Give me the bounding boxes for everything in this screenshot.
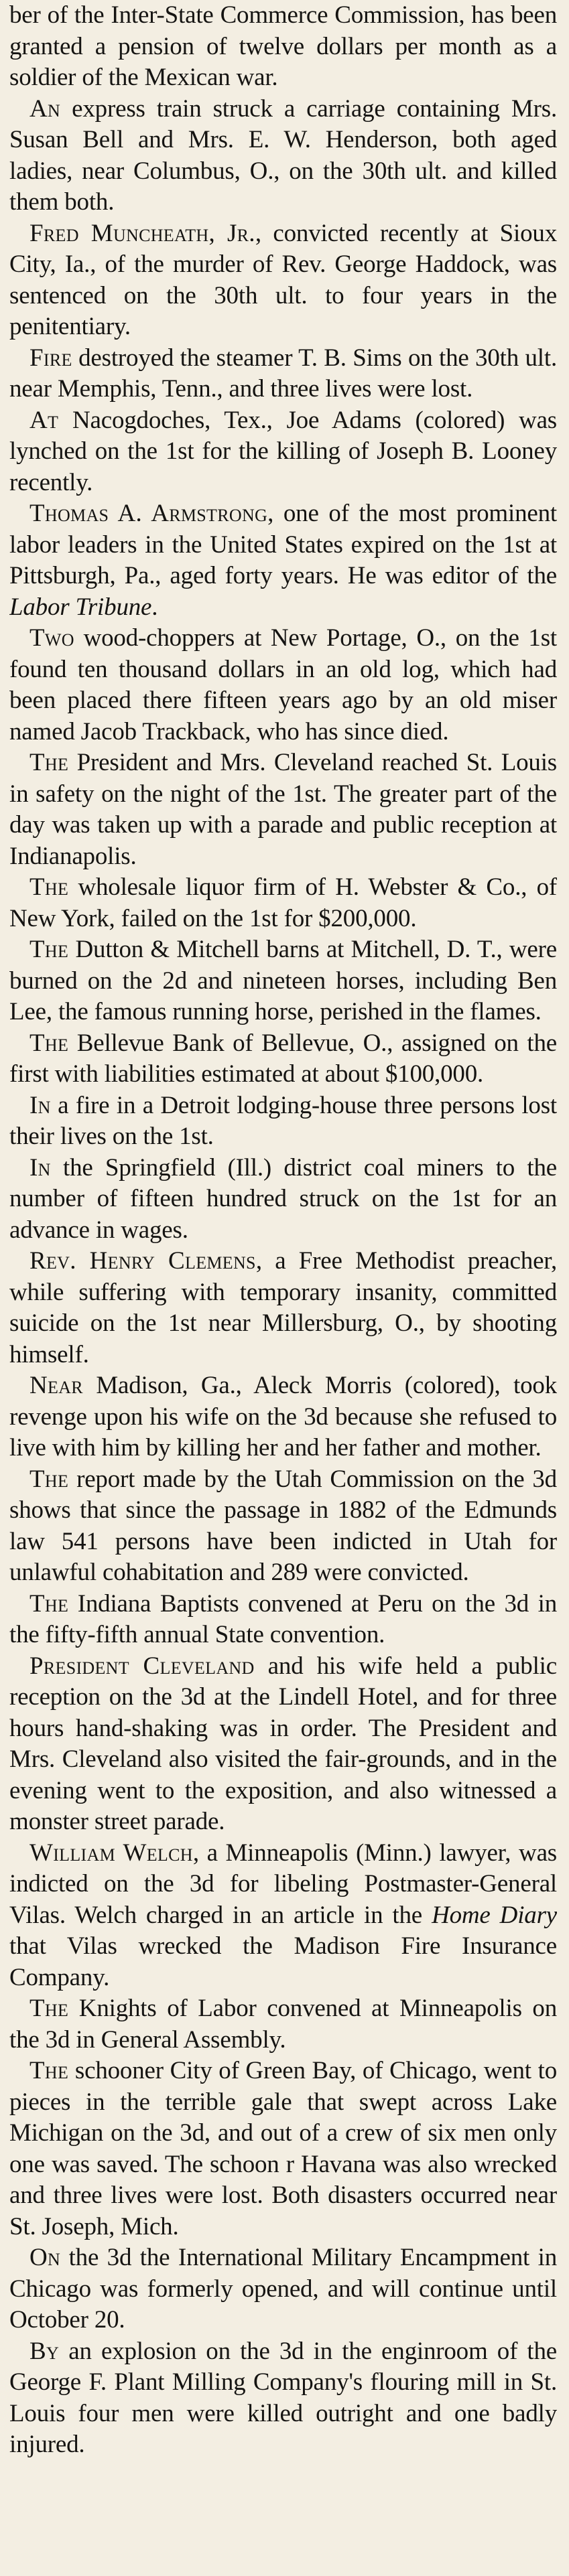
item-text: Bellevue Bank of Bellevue, O., assigned on the first with liabilities estimated at about $100,000. bbox=[9, 1029, 557, 1088]
item-lead: Near bbox=[29, 1372, 83, 1399]
news-item bbox=[9, 1464, 557, 1589]
item-after: . bbox=[151, 593, 158, 621]
item-lead: Two bbox=[29, 624, 74, 652]
item-lead: Rev. Henry Clemens bbox=[29, 1247, 256, 1275]
item-lead: The bbox=[29, 873, 69, 901]
item-text: , one of the most prominent labor leaders in the United States expired on the 1st at Pittsburgh, Pa., aged forty years. He was editor of the bbox=[9, 500, 557, 589]
news-item bbox=[9, 872, 557, 934]
item-text: the Springfield (Ill.) district coal miners to the number of fifteen hundred struck on the 1st for an advance in wages. bbox=[9, 1153, 557, 1244]
item-lead: At bbox=[29, 406, 59, 434]
item-lead: Thomas A. Armstrong bbox=[29, 500, 268, 527]
news-item bbox=[9, 1090, 557, 1153]
news-item bbox=[9, 1993, 557, 2056]
item-text: Knights of Labor convened at Minneapolis on the 3d in General Assembly. bbox=[9, 1995, 557, 2054]
item-lead: President Cleveland bbox=[29, 1652, 255, 1680]
item-lead: The bbox=[29, 936, 69, 963]
news-item bbox=[9, 2056, 557, 2242]
item-lead: An bbox=[29, 94, 61, 123]
item-lead: Fire bbox=[29, 344, 72, 372]
news-item bbox=[9, 94, 557, 218]
item-text: ber of the Inter-State Commerce Commission, has been granted a pension of twelve dollars per month as a soldier of the Mexican war. bbox=[9, 1, 557, 91]
item-lead: On bbox=[29, 2244, 61, 2271]
news-item bbox=[9, 1370, 557, 1464]
news-item bbox=[9, 747, 557, 872]
news-item bbox=[9, 2242, 557, 2336]
item-text: Indiana Baptists convened at Peru on the 3d in the fifty-fifth annual State convention. bbox=[9, 1589, 557, 1648]
item-text: , a Free Methodist preacher, while suffering with temporary insanity, committed suicide on the 1st near Millersburg, O., by shooting himself. bbox=[9, 1247, 557, 1368]
news-item bbox=[9, 218, 557, 343]
news-item bbox=[9, 1589, 557, 1651]
news-item bbox=[9, 0, 557, 94]
item-lead: The bbox=[29, 2057, 69, 2084]
item-text: President and Mrs. Cleveland reached St. Louis in safety on the night of the 1st. The greater part of the day was taken up with a parade and public reception at Indianapolis. bbox=[9, 749, 557, 870]
news-item bbox=[9, 1838, 557, 1994]
item-text: express train struck a carriage containing Mrs. Susan Bell and Mrs. E. W. Henderson, both aged ladies, near Columbus, O., on the 30th ult. and killed them both. bbox=[9, 94, 557, 216]
news-item bbox=[9, 1028, 557, 1090]
news-item bbox=[9, 498, 557, 623]
item-text: an explosion on the 3d in the enginroom of the George F. Plant Milling Company's flouring mill in St. Louis four men were killed outright and one badly injured. bbox=[9, 2337, 557, 2458]
item-lead: Fred Muncheath, Jr. bbox=[29, 219, 255, 247]
item-lead: By bbox=[29, 2337, 60, 2365]
item-text: , convicted recently at Sioux City, Ia., of the murder of Rev. George Haddock, was sentenced on the 30th ult. to four years in the penitentiary. bbox=[9, 219, 557, 340]
news-item bbox=[9, 2336, 557, 2461]
item-lead: The bbox=[29, 749, 69, 776]
item-text: schooner City of Green Bay, of Chicago, went to pieces in the terrible gale that swept across Lake Michigan on the 3d, and out of a crew of six men only one was saved. The schoon r Havana was also wrecked and three lives were lost. Both disasters occurred near St. Joseph, Mich. bbox=[9, 2057, 557, 2240]
news-item bbox=[9, 343, 557, 405]
news-item bbox=[9, 934, 557, 1028]
news-item bbox=[9, 623, 557, 747]
item-after: that Vilas wrecked the Madison Fire Insurance Company. bbox=[9, 1932, 557, 1991]
item-italic: Labor Tribune bbox=[9, 593, 152, 621]
item-text: a fire in a Detroit lodging-house three persons lost their lives on the 1st. bbox=[9, 1091, 557, 1150]
item-text: Nacogdoches, Tex., Joe Adams (colored) was lynched on the 1st for the killing of Joseph B. Looney recently. bbox=[9, 406, 557, 496]
news-item bbox=[9, 405, 557, 499]
item-lead: The bbox=[29, 1029, 69, 1057]
news-item bbox=[9, 1153, 557, 1246]
item-lead: The bbox=[29, 1995, 69, 2022]
item-text: Madison, Ga., Aleck Morris (colored), took revenge upon his wife on the 3d because she refused to live with him by killing her and her father and mother. bbox=[9, 1372, 557, 1461]
item-text: wood-choppers at New Portage, O., on the 1st found ten thousand dollars in an old log, which had been placed there fifteen years ago by an old miser named Jacob Trackback, who has since died. bbox=[9, 624, 557, 745]
item-text: report made by the Utah Commission on the 3d shows that since the passage in 1882 of the Edmunds law 541 persons have been indicted in Utah for unlawful cohabitation and 289 were convicted. bbox=[9, 1465, 557, 1586]
item-lead: In bbox=[29, 1091, 51, 1119]
item-text: destroyed the steamer T. B. Sims on the 30th ult. near Memphis, Tenn., and three lives were lost. bbox=[9, 344, 557, 403]
news-item bbox=[9, 1246, 557, 1370]
item-text: wholesale liquor firm of H. Webster & Co., of New York, failed on the 1st for $200,000. bbox=[9, 873, 557, 932]
item-text: Dutton & Mitchell barns at Mitchell, D. T., were burned on the 2d and nineteen horses, including Ben Lee, the famous running horse, perished in the flames. bbox=[9, 936, 557, 1025]
item-lead: The bbox=[29, 1589, 69, 1618]
item-lead: William Welch bbox=[29, 1839, 193, 1867]
item-italic: Home Diary bbox=[432, 1901, 557, 1929]
item-lead: In bbox=[29, 1153, 51, 1182]
item-text: , a Minneapolis (Minn.) lawyer, was indicted on the 3d for libeling Postmaster-General Vilas. Welch charged in an article in the bbox=[9, 1839, 557, 1929]
news-column bbox=[9, 0, 557, 2576]
news-item bbox=[9, 1651, 557, 1838]
item-text: and his wife held a public reception on the 3d at the Lindell Hotel, and for three hours hand-shaking was in order. The President and Mrs. Cleveland also visited the fair-grounds, and in the evening went to the exposition, and also witnessed a monster street parade. bbox=[9, 1652, 557, 1835]
item-lead: The bbox=[29, 1465, 69, 1493]
item-text: the 3d the International Military Encampment in Chicago was formerly opened, and will continue until October 20. bbox=[9, 2244, 557, 2334]
